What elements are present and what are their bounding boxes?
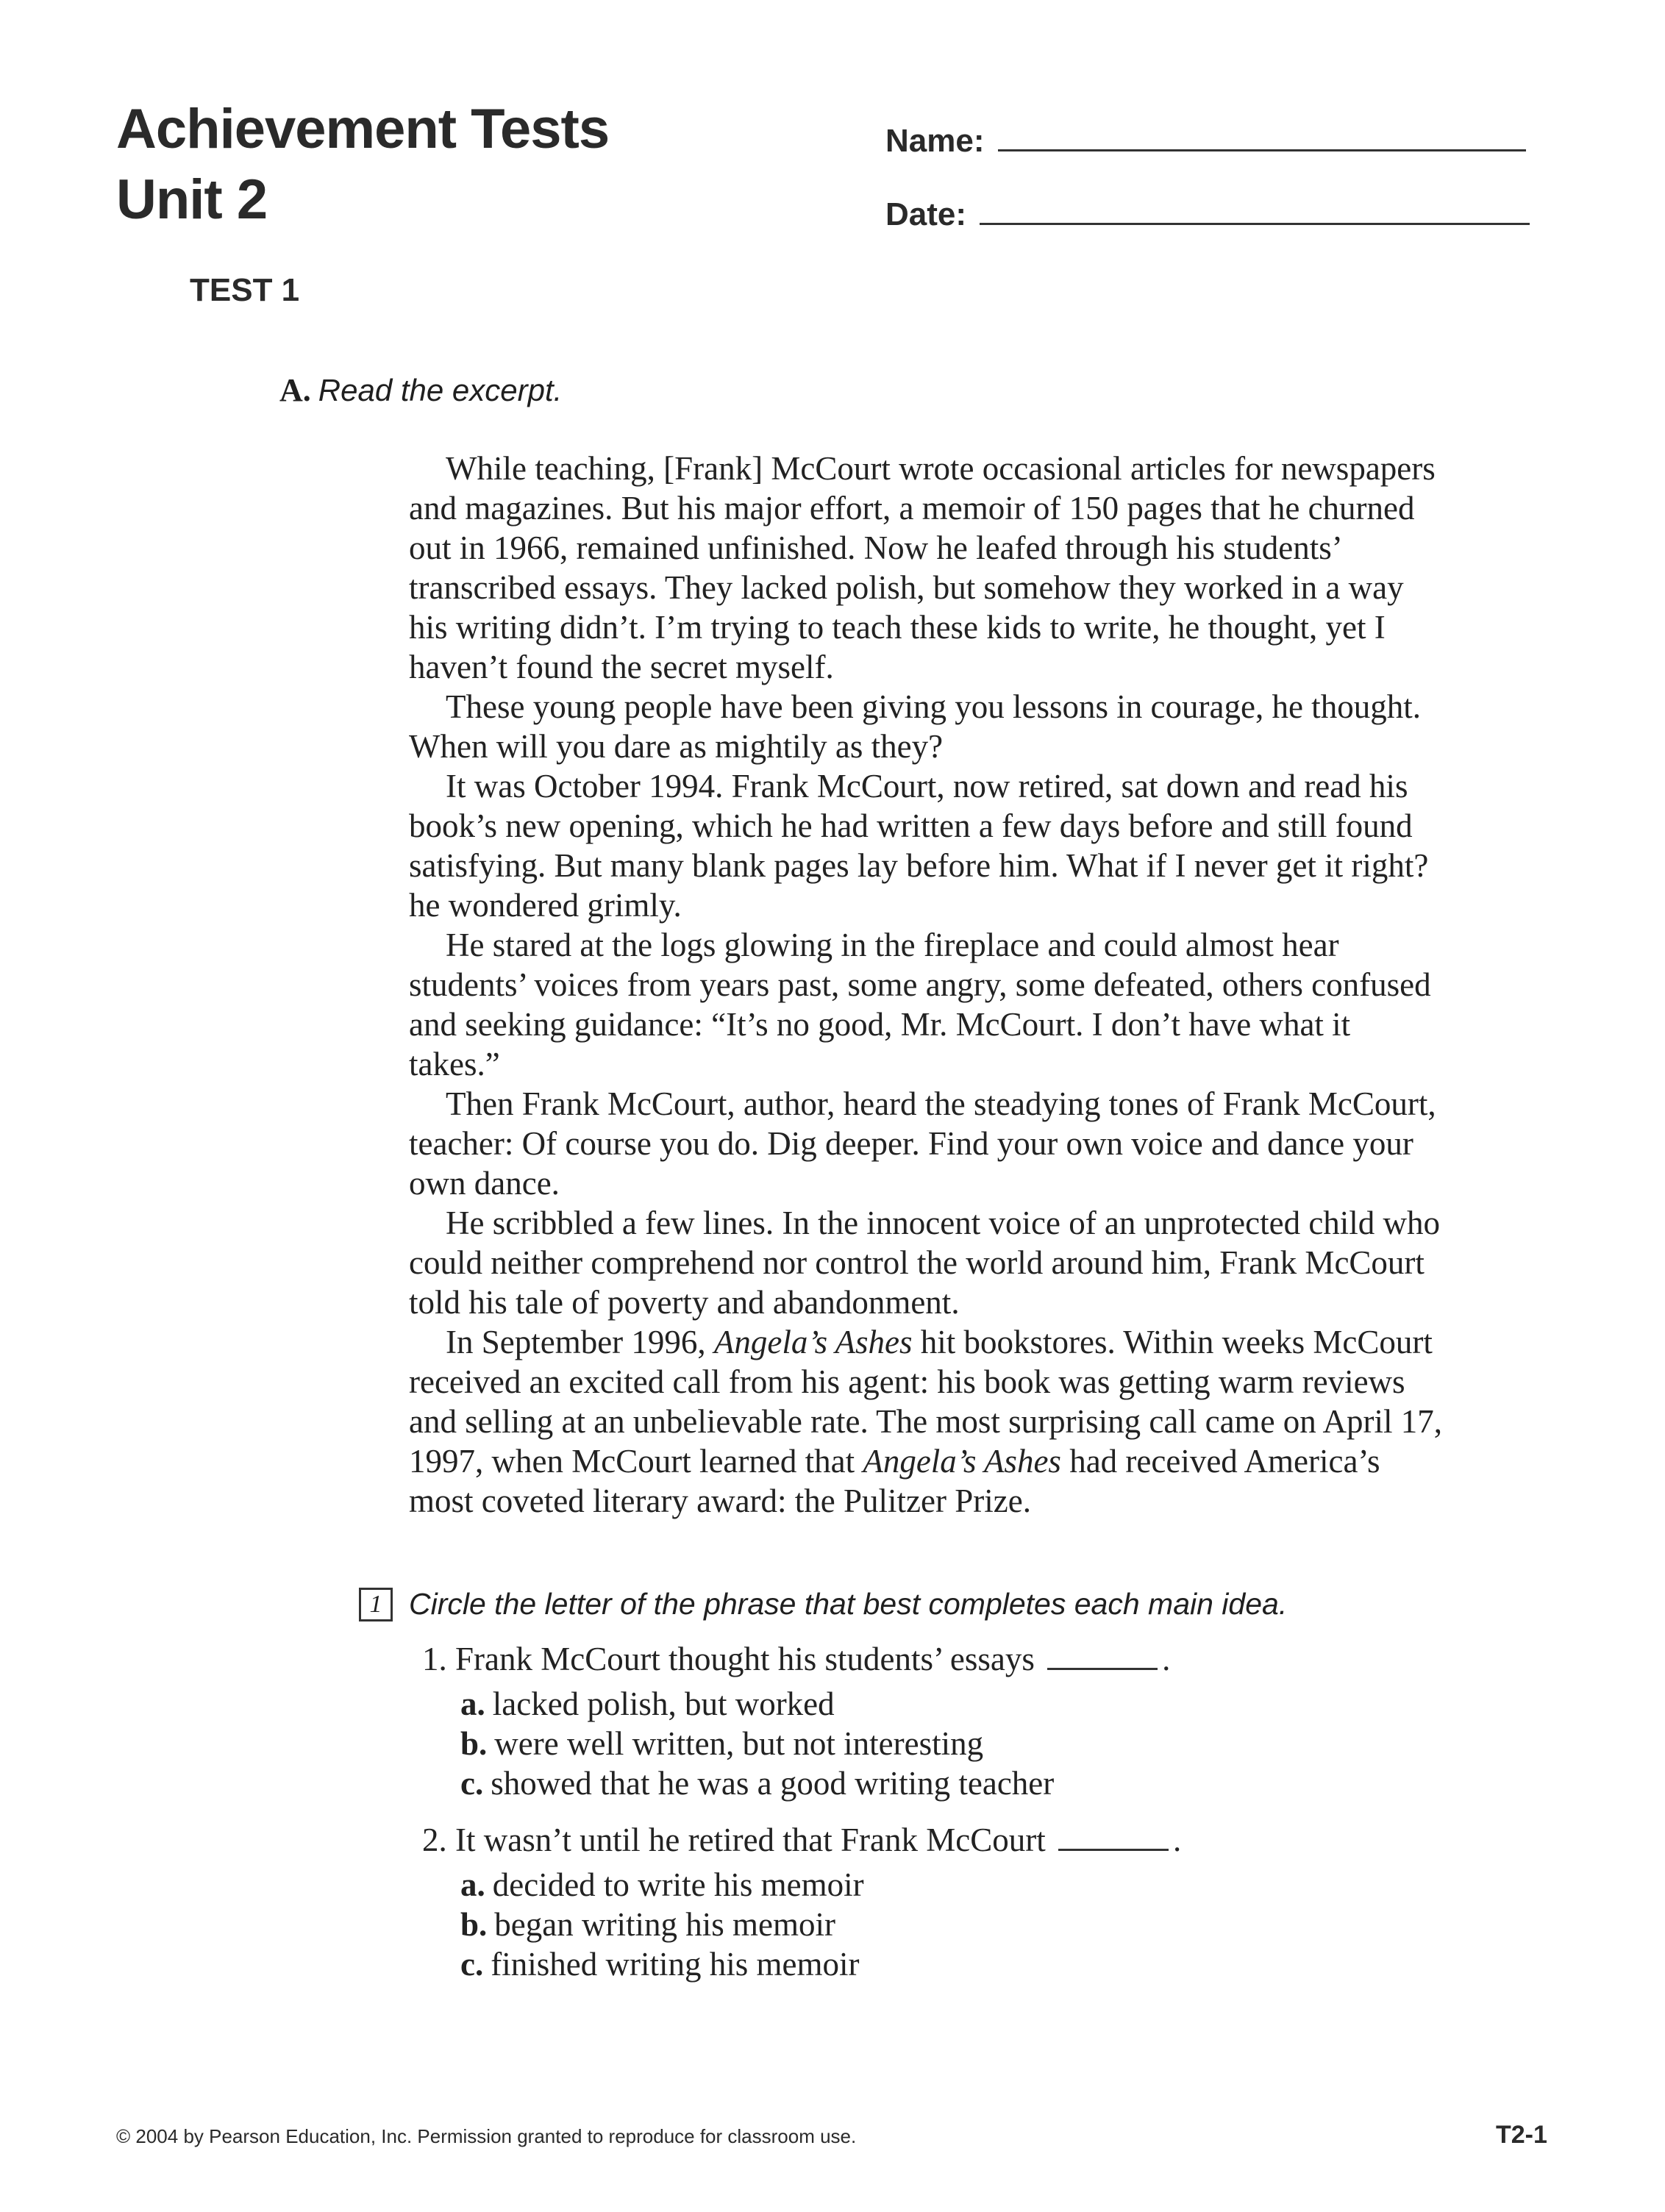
answer-options <box>460 1684 1181 1803</box>
reading-excerpt <box>409 449 1556 1521</box>
answer-option-a[interactable] <box>460 1684 1181 1724</box>
option-text: lacked polish, but worked <box>492 1685 835 1722</box>
name-field[interactable] <box>885 121 1526 160</box>
title-line-1: Achievement Tests <box>116 98 610 160</box>
title-line-2: Unit 2 <box>116 168 268 231</box>
answer-blank[interactable] <box>1058 1822 1169 1851</box>
excerpt-text: had received America’s most coveted literary award: the Pulitzer Prize. <box>409 1443 1380 1519</box>
date-label: Date: <box>885 196 967 232</box>
option-text: decided to write his memoir <box>492 1866 864 1903</box>
date-blank-line[interactable] <box>980 195 1530 225</box>
answer-option-b[interactable] <box>460 1905 1181 1944</box>
option-letter[interactable]: b. <box>460 1906 488 1943</box>
excerpt-paragraph: Then Frank McCourt, author, heard the steadying tones of Frank McCourt, teacher: Of course you do. Dig deeper. Find your own voice and dance your own dance. <box>409 1085 1436 1202</box>
excerpt-paragraph: It was October 1994. Frank McCourt, now retired, sat down and read his book’s new opening, which he had written a few days before and still found satisfying. But many blank pages lay before him. What if I never get it right? he wondered grimly. <box>409 768 1429 924</box>
excerpt-paragraph <box>409 1322 1556 1521</box>
page-code: T2-1 <box>1496 2121 1547 2149</box>
option-text: were well written, but not interesting <box>494 1725 984 1762</box>
option-letter[interactable]: c. <box>460 1946 484 1983</box>
question-text: It wasn’t until he retired that Frank McCourt <box>455 1822 1046 1858</box>
answer-option-a[interactable] <box>460 1865 1181 1905</box>
excerpt-paragraph: These young people have been giving you lessons in courage, he thought. When will you dare as mightily as they? <box>409 688 1421 765</box>
question-stem <box>422 1819 1181 1860</box>
exercise-instruction <box>359 1587 1287 1621</box>
excerpt-paragraph: He stared at the logs glowing in the fireplace and could almost hear students’ voices from years past, some angry, some defeated, others confused and seeking guidance: “It’s no good, Mr. McCourt. I don’t have what it takes.” <box>409 927 1431 1082</box>
question-end: . <box>1162 1641 1171 1677</box>
answer-blank[interactable] <box>1047 1641 1158 1670</box>
question-stem <box>422 1638 1181 1680</box>
option-letter[interactable]: a. <box>460 1685 485 1722</box>
answer-option-c[interactable] <box>460 1944 1181 1984</box>
answer-option-b[interactable] <box>460 1724 1181 1763</box>
name-blank-line[interactable] <box>998 121 1526 151</box>
question-number: 2. <box>422 1822 447 1858</box>
section-letter: A. <box>279 372 311 408</box>
section-a-heading <box>279 371 562 409</box>
answer-options <box>460 1865 1181 1984</box>
book-title: Angela’s Ashes <box>863 1443 1061 1480</box>
question-text: Frank McCourt thought his students’ essays <box>455 1641 1035 1677</box>
option-letter[interactable]: c. <box>460 1765 484 1802</box>
excerpt-text: In September 1996, <box>446 1324 714 1360</box>
excerpt-text: hit bookstores. Within weeks McCourt received an excited call from his agent: his book was getting warm reviews and selling at an unbelievable rate. The most surprising call came on April 17, 1997, when McCourt learned that <box>409 1324 1443 1480</box>
question-item <box>422 1638 1181 1803</box>
question-end: . <box>1173 1822 1182 1858</box>
option-letter[interactable]: b. <box>460 1725 488 1762</box>
option-text: finished writing his memoir <box>491 1946 860 1983</box>
question-item <box>422 1819 1181 1984</box>
excerpt-paragraph: He scribbled a few lines. In the innocent voice of an unprotected child who could neither comprehend nor control the world around him, Frank McCourt told his tale of poverty and abandonment. <box>409 1205 1441 1321</box>
question-number: 1. <box>422 1641 447 1677</box>
name-label: Name: <box>885 123 985 159</box>
option-text: showed that he was a good writing teacher <box>491 1765 1055 1802</box>
answer-option-c[interactable] <box>460 1763 1181 1803</box>
copyright-footer: © 2004 by Pearson Education, Inc. Permission granted to reproduce for classroom use. <box>116 2125 857 2147</box>
exercise-instruction-text: Circle the letter of the phrase that best completes each main idea. <box>409 1587 1288 1621</box>
option-letter[interactable]: a. <box>460 1866 485 1903</box>
excerpt-paragraph: While teaching, [Frank] McCourt wrote occasional articles for newspapers and magazines. But his major effort, a memoir of 150 pages that he churned out in 1966, remained unfinished. Now he leafed through his students’ transcribed essays. They lacked polish, but somehow they worked in a way his writing didn’t. I’m trying to teach these kids to write, he thought, yet I haven’t found the secret myself. <box>409 450 1436 685</box>
question-list <box>422 1638 1181 2000</box>
option-text: began writing his memoir <box>494 1906 835 1943</box>
page-title <box>116 94 609 235</box>
test-label: TEST 1 <box>190 272 300 308</box>
exercise-number-box: 1 <box>359 1588 393 1621</box>
book-title: Angela’s Ashes <box>713 1324 913 1360</box>
section-instruction: Read the excerpt. <box>318 373 563 407</box>
date-field[interactable] <box>885 195 1530 233</box>
